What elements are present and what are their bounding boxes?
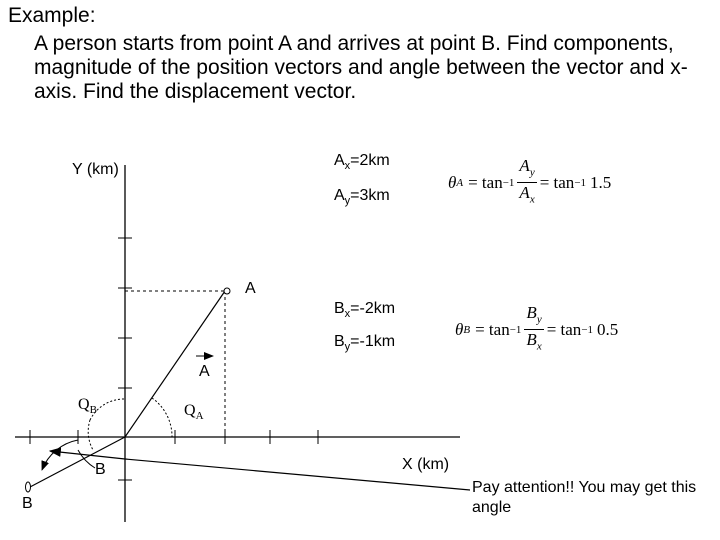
- theta-a-formula: θ A = tan −1 $\frac{A_y}{A_x}$ = tan −1 1.5: [448, 156, 612, 206]
- ay-component: $A_y=3km$: [334, 187, 390, 208]
- vector-b-line: [30, 437, 125, 487]
- x-axis-label: X (km): [402, 456, 450, 473]
- point-a-marker: [224, 288, 230, 294]
- slide-heading: Example:: [8, 4, 96, 27]
- b-arrow-horizontal: [50, 451, 125, 459]
- theta-b-formula: θ B = tan −1 $\frac{B_y}{B_x}$ = tan −1 0.5: [455, 303, 619, 353]
- angle-arc-bottom: [78, 450, 95, 468]
- point-b-marker: [26, 482, 31, 492]
- y-axis-label: Y (km): [72, 161, 119, 178]
- theta-a-label: $Q_A$: [184, 402, 204, 423]
- by-component: $B_y=-1km$: [334, 333, 396, 354]
- ax-component: $A_x=2km$: [334, 152, 390, 173]
- attention-note: Pay attention!! You may get this angle: [472, 479, 697, 516]
- vector-a-label: A: [199, 363, 210, 380]
- theta-b-label: $Q_B$: [78, 396, 97, 417]
- point-a-label: A: [245, 280, 256, 297]
- theta-b-arc-lower: [88, 420, 93, 450]
- theta-a-arc: [152, 398, 172, 437]
- point-b-label-upper: B: [95, 461, 106, 478]
- point-b-label-lower: B: [22, 495, 33, 512]
- vector-a-line: [125, 291, 225, 437]
- bx-component: $B_x=-2km$: [334, 300, 396, 321]
- angle-arc-left: [42, 440, 78, 470]
- problem-statement: A person starts from point A and arrives at point B. Find components, magnitude of the position vectors and angle between the vector and x-axis. Find the displacement vector.: [34, 32, 688, 103]
